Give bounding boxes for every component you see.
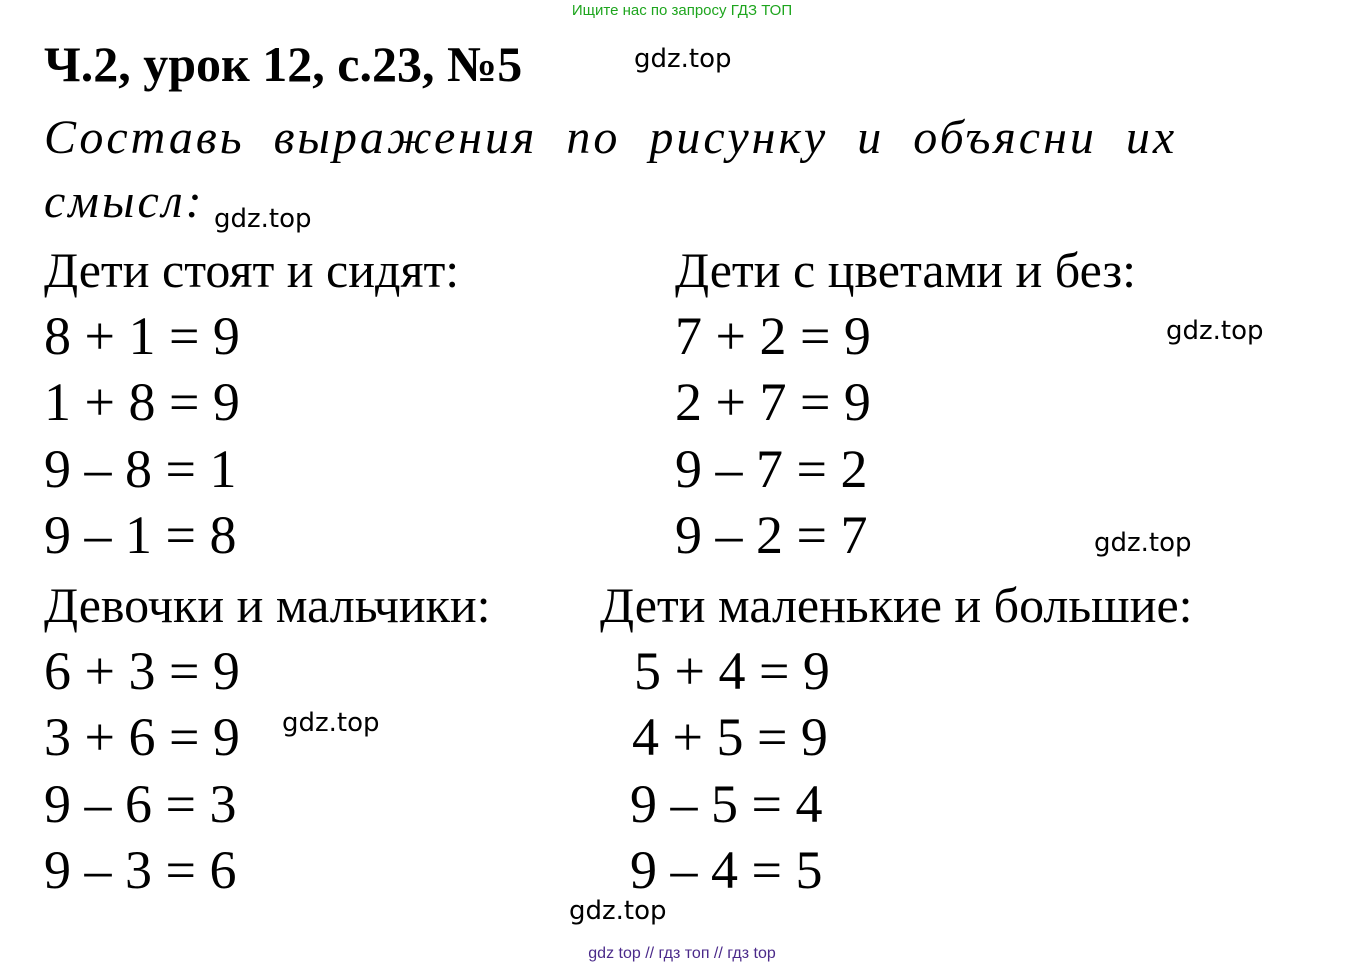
watermark: gdz.top [634, 44, 732, 74]
group-heading-small-big: Дети маленькие и большие: [600, 577, 1193, 633]
watermark: gdz.top [569, 896, 667, 926]
expression: 6 + 3 = 9 [44, 641, 240, 701]
watermark: gdz.top [214, 204, 312, 234]
task-line-2: смысл: [44, 175, 205, 228]
watermark: gdz.top [1166, 316, 1264, 346]
expression: 9 – 8 = 1 [44, 439, 237, 499]
expression: 7 + 2 = 9 [675, 306, 871, 366]
task-line-1: Составь выражения по рисунку и объясни их [44, 111, 1178, 164]
expression: 2 + 7 = 9 [675, 372, 871, 432]
expression: 9 – 5 = 4 [630, 774, 823, 834]
group-heading-standing-sitting: Дети стоят и сидят: [44, 242, 460, 298]
expression: 9 – 7 = 2 [675, 439, 868, 499]
group-heading-flowers: Дети с цветами и без: [675, 242, 1137, 298]
expression: 9 – 3 = 6 [44, 840, 237, 900]
expression: 1 + 8 = 9 [44, 372, 240, 432]
page-title: Ч.2, урок 12, с.23, №5 [44, 36, 523, 92]
expression: 9 – 6 = 3 [44, 774, 237, 834]
expression: 3 + 6 = 9 [44, 707, 240, 767]
watermark: gdz.top [1094, 528, 1192, 558]
expression: 9 – 4 = 5 [630, 840, 823, 900]
top-banner: Ищите нас по запросу ГДЗ ТОП [571, 2, 793, 19]
expression: 4 + 5 = 9 [632, 707, 828, 767]
expression: 8 + 1 = 9 [44, 306, 240, 366]
group-heading-girls-boys: Девочки и мальчики: [44, 577, 491, 633]
expression: 9 – 1 = 8 [44, 505, 237, 565]
watermark: gdz.top [282, 708, 380, 738]
expression: 5 + 4 = 9 [634, 641, 830, 701]
expression: 9 – 2 = 7 [675, 505, 868, 565]
footer-links: gdz top // гдз топ // гдз top [588, 945, 776, 962]
